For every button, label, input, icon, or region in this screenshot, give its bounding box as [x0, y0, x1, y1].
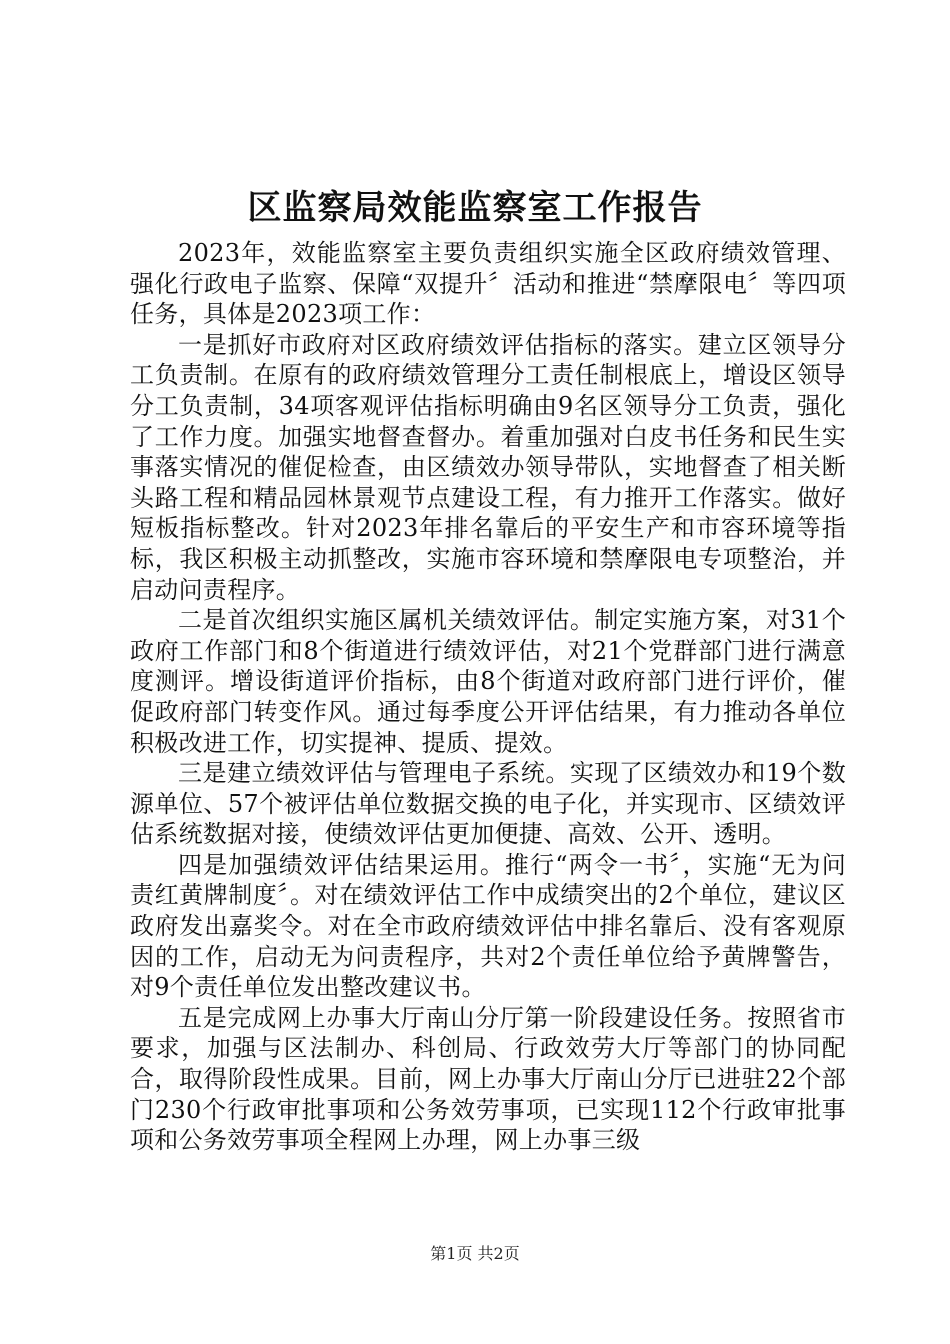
paragraph-1: 一是抓好市政府对区政府绩效评估指标的落实。建立区领导分工负责制。在原有的政府绩效管理分工责任制根底上，增设区领导分工负责制，34项客观评估指标明确由9名区领导分工负责，强化了工作力度。加强实地督查督办。着重加强对白皮书任务和民生实事落实情况的催促检查，由区绩效办领导带队，实地督查了相关断头路工程和精品园林景观节点建设工程，有力推开工作落实。做好短板指标整改。针对2023年排名靠后的平安生产和市容环境等指标，我区积极主动抓整改，实施市容环境和禁摩限电专项整治，并启动问责程序。: [130, 330, 846, 604]
paragraph-4: 四是加强绩效评估结果运用。推行“两令一书〞，实施“无为问责红黄牌制度〞。对在绩效评估工作中成绩突出的2个单位，建议区政府发出嘉奖令。对在全市政府绩效评估中排名靠后、没有客观原因的工作，启动无为问责程序，共对2个责任单位给予黄牌警告，对9个责任单位发出整改建议书。: [130, 850, 846, 1002]
document-body: [130, 238, 846, 1156]
paragraph-3: 三是建立绩效评估与管理电子系统。实现了区绩效办和19个数源单位、57个被评估单位数据交换的电子化，并实现市、区绩效评估系统数据对接，使绩效评估更加便捷、高效、公开、透明。: [130, 759, 846, 849]
paragraph-5: 五是完成网上办事大厅南山分厅第一阶段建设任务。按照省市要求，加强与区法制办、科创局、行政效劳大厅等部门的协同配合，取得阶段性成果。目前，网上办事大厅南山分厅已进驻22个部门230个行政审批事项和公务效劳事项，已实现112个行政审批事项和公务效劳事项全程网上办理，网上办事三级: [130, 1003, 846, 1155]
paragraph-2: 二是首次组织实施区属机关绩效评估。制定实施方案，对31个政府工作部门和8个街道进行绩效评估，对21个党群部门进行满意度测评。增设街道评价指标，由8个街道对政府部门进行评价，催促政府部门转变作风。通过每季度公开评估结果，有力推动各单位积极改进工作，切实提神、提质、提效。: [130, 606, 846, 757]
document-title: 区监察局效能监察室工作报告: [247, 188, 703, 228]
page-number: 第1页 共2页: [430, 1244, 520, 1263]
paragraph-intro: 2023年，效能监察室主要负责组织实施全区政府绩效管理、强化行政电子监察、保障“双提升〞活动和推进“禁摩限电〞等四项任务，具体是2023项工作：: [130, 239, 846, 329]
